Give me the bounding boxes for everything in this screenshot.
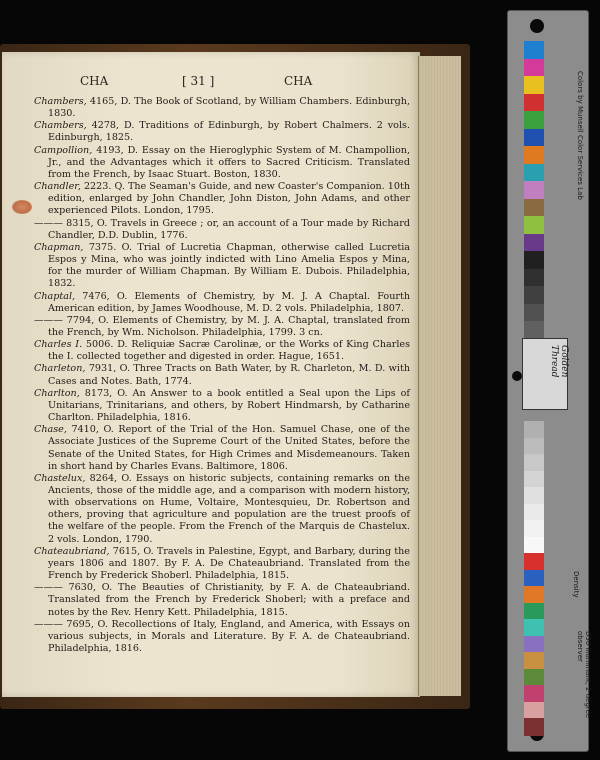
entry-text: 2223. Q. The Seaman's Guide, and new Coaster's Companion. 10th edition, enlarged by John Chandler, John Diston, John Adams, and other experienced Pilots. London, 1795. [48, 181, 410, 217]
entry-text: 7476, O. Elements of Chemistry, by M. J. A Chaptal. Fourth American edition, by James Woodhouse, M. D. 2 vols. Philadelphia, 1807. [48, 290, 410, 314]
entry-text: 4193, D. Essay on the Hieroglyphic System of M. Champollion, Jr., and the Advantages which it offers to Sacred Criticism. Translated from the French, by Isaac Stuart. Boston, 1830. [48, 144, 410, 180]
color-swatch [524, 619, 544, 637]
color-swatch [524, 471, 544, 489]
entry-author: ——— [34, 582, 63, 594]
catalog-entry [34, 145, 410, 181]
color-swatch [524, 570, 544, 588]
entry-text: 4165, D. The Book of Scotland, by William Chambers. Edinburgh, 1830. [48, 96, 410, 120]
card-side-text: Colors by Munsell Color Services Lab [576, 71, 584, 200]
color-swatch [524, 199, 544, 217]
color-swatch [524, 669, 544, 687]
catalog-entry [34, 181, 410, 217]
entry-author: Chambers, [34, 120, 87, 132]
density-text: Density [572, 571, 580, 598]
entry-text: 7630, O. The Beauties of Christianity, by F. A. de Chateaubriand. Translated from the French by Frederick Shoberl; with a preface and notes by the Rev. Henry Kett. Philadelphia, 1815. [48, 582, 410, 618]
catalog-entry [34, 546, 410, 582]
entry-text: 7695, O. Recollections of Italy, England, and America, with Essays on various subjects, in Morals and Literature. By F. A. de Chateaubriand. Philadelphia, 1816. [48, 618, 410, 655]
entry-text: 7410, O. Report of the Trial of the Hon. Samuel Chase, one of the Associate Justices of the Supreme Court of the United States, before the Senate of the United States, for High Crimes and Misdemeanours. Taken in short hand by Charles Evans. Baltimore, 1806. [48, 424, 410, 472]
page-number: [ 31 ] [182, 74, 215, 88]
color-swatch [524, 234, 544, 252]
page-edges [418, 56, 461, 696]
color-swatch [524, 181, 544, 199]
catalog-entry [34, 315, 410, 339]
catalog-entry [34, 96, 410, 120]
color-swatch [524, 603, 544, 621]
color-swatch [524, 164, 544, 182]
color-swatch [524, 702, 544, 720]
entry-text: 8173, O. An Answer to a book entitled a Seal upon the Lips of Unitarians, Trinitarians, and others, by Robert Hindmarsh, by Catharine Charlton. Philadelphia, 1816. [48, 387, 410, 424]
color-swatch [524, 421, 544, 439]
color-swatch [524, 718, 544, 736]
catalog-entry [34, 363, 410, 387]
entry-author: Charlton, [34, 387, 80, 399]
color-swatch [524, 216, 544, 234]
entry-text: 5006. D. Reliquiæ Sacræ Carolinæ, or the Works of King Charles the I. collected together and digested in order. Hague, 1651. [48, 339, 411, 363]
entry-author: Charleton, [34, 363, 86, 375]
golden-thread-text: Golden Thread [549, 345, 569, 378]
entry-text: 7931, O. Three Tracts on Bath Water, by R. Charleton, M. D. with Cases and Notes. Bath, 1774. [48, 363, 410, 387]
entry-text: 4278, D. Traditions of Edinburgh, by Robert Chalmers. 2 vols. Edinburgh, 1825. [48, 120, 410, 144]
entry-author: Chandler, [34, 181, 81, 193]
entry-author: Chase, [34, 424, 67, 436]
color-swatch [524, 685, 544, 703]
catalog-entry [34, 619, 410, 655]
color-swatch [524, 553, 544, 571]
entry-author: Chapman, [34, 241, 84, 253]
color-swatch [524, 76, 544, 94]
color-swatch [524, 146, 544, 164]
catalog-entry [34, 424, 410, 473]
entry-author: ——— [34, 314, 63, 326]
color-swatch [524, 286, 544, 304]
entry-author: Charles I. [34, 339, 83, 351]
color-swatch [524, 251, 544, 269]
color-swatch [524, 111, 544, 129]
color-swatch [524, 652, 544, 670]
entry-text: 7375. O. Trial of Lucretia Chapman, otherwise called Lucretia Espos y Mina, who was jointly indicted with Lino Amelia Espos y Mina, for the murder of William Chapman. By William E. Dubois. Philadelphia, 1832. [48, 241, 410, 290]
card-hole-middle [512, 371, 522, 381]
color-swatch [524, 537, 544, 555]
catalog-entry [34, 388, 410, 424]
color-swatch [524, 94, 544, 112]
entry-author: Chastelux, [34, 472, 86, 484]
color-swatch [524, 487, 544, 505]
header-left: CHA [80, 74, 109, 88]
entry-author: Campollion, [34, 144, 93, 156]
catalog-entry [34, 120, 410, 144]
color-swatch [524, 129, 544, 147]
color-swatch [524, 504, 544, 522]
entry-author: Chaptal, [34, 290, 76, 302]
ink-stain [12, 200, 32, 214]
catalog-entry [34, 218, 410, 242]
color-swatch [524, 438, 544, 456]
color-swatch [524, 304, 544, 322]
entry-text: 7615, O. Travels in Palestine, Egypt, and Barbary, during the years 1806 and 1807. By F. A. De Chateaubriand. Translated from the French by Frederick Shoberl. Philadelphia, 1815. [48, 545, 410, 582]
catalog-entry [34, 339, 410, 363]
header-right: CHA [284, 74, 313, 88]
color-swatch [524, 454, 544, 472]
catalog-entries [34, 96, 410, 655]
entry-text: 7794, O. Elements of Chemistry, by M. J. A. Chaptal, translated from the French, by Wm. Nicholson. Philadelphia, 1799. 3 cn. [48, 314, 410, 338]
color-swatch [524, 586, 544, 604]
color-swatch [524, 269, 544, 287]
entry-author: ——— [34, 217, 63, 229]
catalog-entry [34, 291, 410, 315]
color-swatch [524, 59, 544, 77]
color-swatch [524, 321, 544, 339]
entry-text: 8315, O. Travels in Greece ; or, an account of a Tour made by Richard Chandler, D.D. Dublin, 1776. [48, 217, 410, 241]
catalog-entry [34, 242, 410, 291]
golden-thread-label [522, 338, 568, 410]
color-swatch [524, 520, 544, 538]
card-hole-top [530, 19, 544, 33]
entry-author: Chambers, [34, 96, 87, 107]
catalog-entry [34, 582, 410, 618]
color-swatch [524, 41, 544, 59]
catalog-entry [34, 473, 410, 546]
entry-author: Chateaubriand, [34, 545, 110, 557]
color-swatch [524, 636, 544, 654]
entry-text: 8264, O. Essays on historic subjects, containing remarks on the Ancients, those of the middle age, and a comparison with modern history, with observations on Hume, Voltaire, Montesquieu, Dr. Robertson and others, proving that agriculture and population are the truest proofs of the welfare of the people. From the French of the Marquis de Chastelux. 2 vols. London, 1790. [48, 472, 410, 545]
card-footer-text: D50 Illuminant, 2 degree observer [576, 631, 592, 719]
entry-author: ——— [34, 618, 63, 630]
